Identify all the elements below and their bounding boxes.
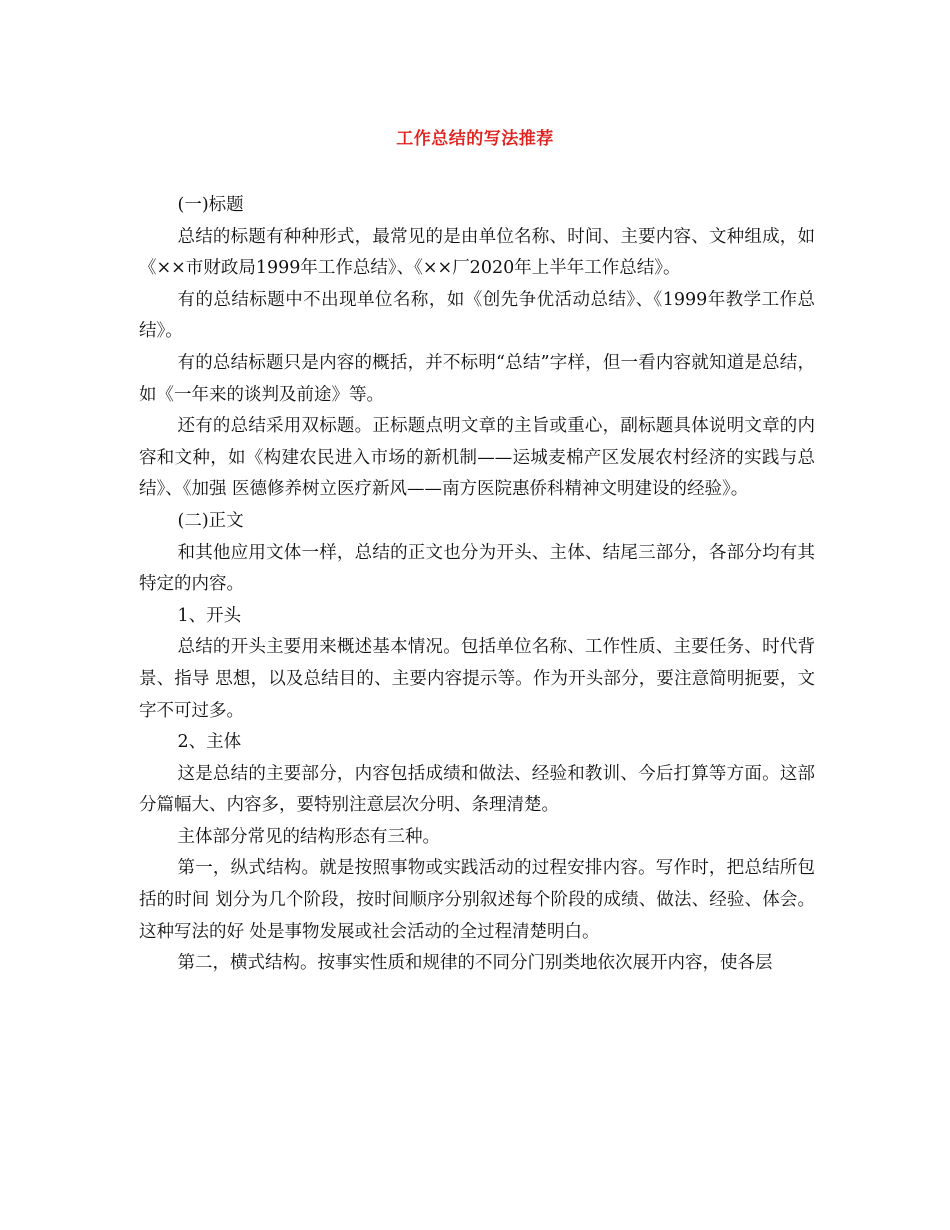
body-paragraph: 这是总结的主要部分，内容包括成绩和做法、经验和教训、今后打算等方面。这部分篇幅大、内容多，要特别注意层次分明、条理清楚。 [139,763,815,816]
body-paragraph: 有的总结标题中不出现单位名称，如《创先争优活动总结》、《1999年教学工作总结》。 [139,289,815,342]
body-paragraph: 1、开头 [177,605,242,626]
body-paragraph: (一)标题 [177,195,244,215]
body-paragraph: 总结的标题有种种形式，最常见的是由单位名称、时间、主要内容、文种组成，如《××市财政局1999年工作总结》、《××厂2020年上半年工作总结》。 [139,226,815,279]
body-paragraph: 第二，横式结构。按事实性质和规律的不同分门别类地依次展开内容，使各层 [177,953,773,974]
body-paragraph: 总结的开头主要用来概述基本情况。包括单位名称、工作性质、主要任务、时代背景、指导 思想，以及总结目的、主要内容提示等。作为开头部分，要注意简明扼要，文字不可过多。 [139,637,815,721]
body-paragraph: (二)正文 [177,510,244,531]
body-paragraph: 第一，纵式结构。就是按照事物或实践活动的过程安排内容。写作时，把总结所包括的时间 划分为几个阶段，按时间顺序分别叙述每个阶段的成绩、做法、经验、体会。这种写法的好 处是事物发展或社会活动的全过程清楚明白。 [139,858,815,942]
body-paragraph: 主体部分常见的结构形态有三种。 [177,826,440,847]
body-paragraph: 有的总结标题只是内容的概括，并不标明“总结”字样，但一看内容就知道是总结，如《一年来的谈判及前途》等。 [139,352,815,405]
body-paragraph: 和其他应用文体一样，总结的正文也分为开头、主体、结尾三部分，各部分均有其特定的内容。 [139,542,815,595]
body-paragraph: 2、主体 [177,732,242,753]
body-paragraph: 还有的总结采用双标题。正标题点明文章的主旨或重心，副标题具体说明文章的内容和文种，如《构建农民进入市场的新机制——运城麦棉产区发展农村经济的实践与总结》、《加强 医德修养树立医疗新风——南方医院惠侨科精神文明建设的经验》。 [139,416,815,500]
document-body [139,190,815,980]
document-title: 工作总结的写法推荐 [396,129,554,149]
